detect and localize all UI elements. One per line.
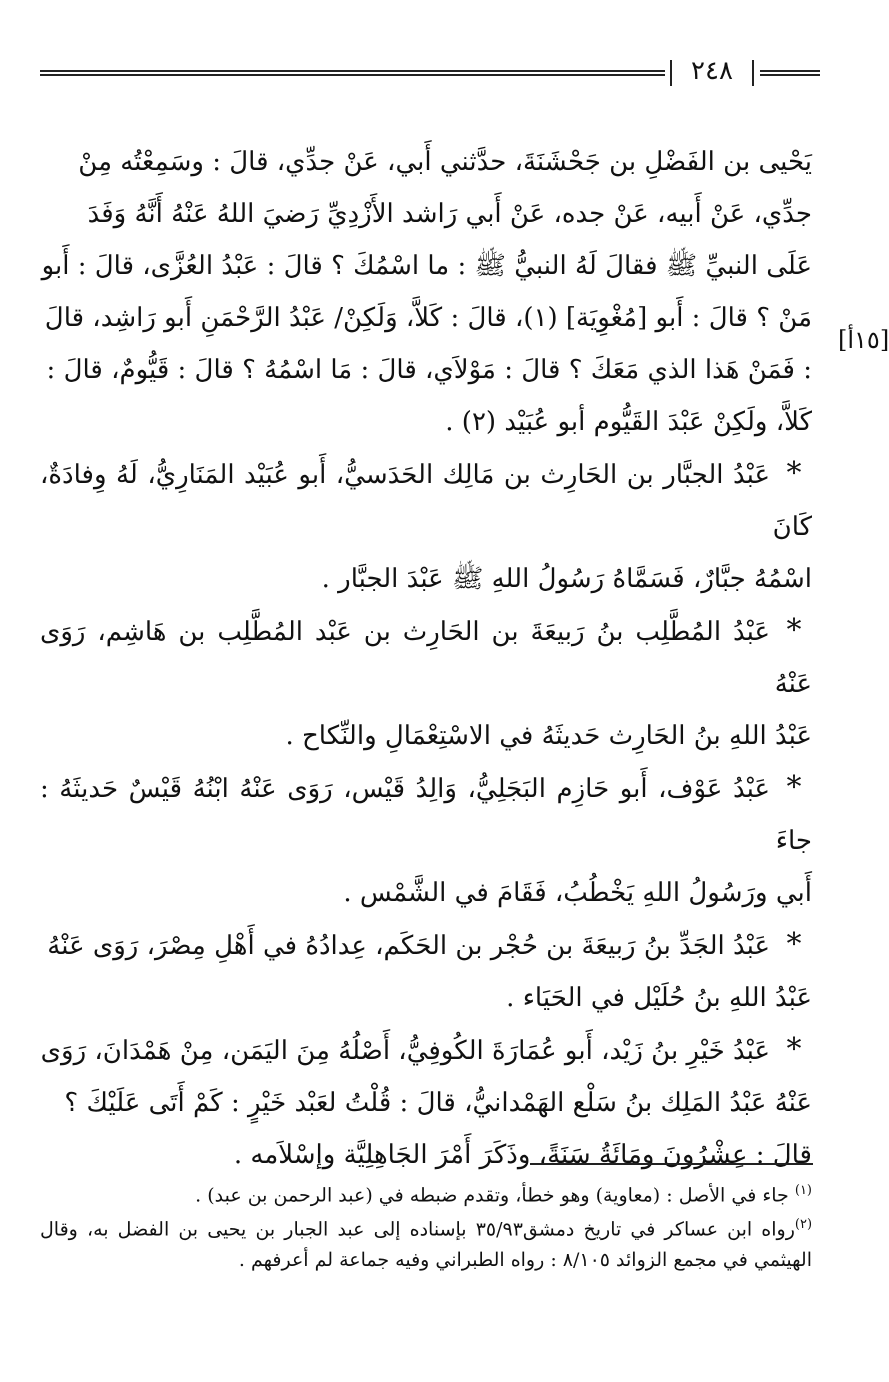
text-line: عَبْدُ اللهِ بنُ حُلَيْل في الحَيَاء . (506, 983, 812, 1013)
header-divider-right (752, 60, 754, 86)
text-line: عَبْدُ اللهِ بنُ الحَارِث حَديثَهُ في الاسْتِعْمَالِ والنِّكاح . (285, 721, 812, 751)
header-rule-right (760, 70, 820, 76)
text-line (40, 448, 812, 553)
text-line: : فَمَنْ هَذا الذي مَعَكَ ؟ قالَ : مَوْلاَي، قالَ : مَا اسْمُهُ ؟ قالَ : قَيُّومٌ، قالَ : (46, 355, 812, 385)
opening-paragraph (40, 136, 812, 448)
text-line: قالَ : عِشْرُونَ ومَائَةُ سَنَةً، وذَكَرَ أَمْرَ الجَاهِلِيَّة وإسْلاَمه . (233, 1140, 812, 1170)
text-line: عَلَى النبيِّ ﷺ فقالَ لَهُ النبيُّ ﷺ : ما اسْمُكَ ؟ قالَ : عَبْدُ العُزَّى، قالَ : أَبو (41, 251, 812, 281)
entry-star-marker: * (786, 1032, 802, 1067)
entry-text: عَبْدُ المُطَّلِب بنُ رَبيعَةَ بن الحَارِث بن عَبْد المُطَّلِب بن هَاشِم، رَوَى عَنْهُ (40, 617, 812, 699)
entry-text: عَبْدُ خَيْرِ بنُ زَيْد، أَبو عُمَارَةَ الكُوفِيُّ، أَصْلُهُ مِنَ اليَمَن، مِنْ هَمْدَانَ، رَوَى (40, 1036, 770, 1066)
entry-star-marker: * (786, 613, 802, 648)
footnote-2 (40, 1210, 812, 1274)
text-line: كَلاَّ، ولَكِنْ عَبْدَ القَيُّوم أبو عُبَيْد (٢) . (445, 407, 812, 437)
footnote-text: رواه ابن عساكر في تاريخ دمشق٣٥/٩٣ بإسناده إلى عبد الجبار بن يحيى بن الفضل به، وقال الهيثمي في مجمع الزوائد ٨/١٠٥ : رواه الطبراني وفيه جماعة لم أعرفهم . (40, 1218, 812, 1271)
text-line: عَنْهُ عَبْدُ المَلِك بنُ سَلْع الهَمْدانيُّ، قالَ : قُلْتُ لعَبْد خَيْرٍ : كَمْ أَتَى عَلَيْكَ ؟ (64, 1088, 812, 1118)
manuscript-folio-note: [١٥أ] (838, 326, 889, 354)
entry-abd-khayr (40, 1024, 812, 1181)
entry-text: عَبْدُ عَوْف، أَبو حَازِم البَجَلِيُّ، وَالِدُ قَيْس، رَوَى عَنْهُ ابْنُهُ قَيْسٌ حَديثَهُ : جاءَ (40, 774, 812, 856)
text-line (40, 919, 812, 972)
entry-abd-al-jabbar (40, 448, 812, 605)
footnote-separator (530, 1163, 813, 1165)
text-line (40, 762, 812, 867)
text-line: مَنْ ؟ قالَ : أَبو [مُغْوِيَة] (١)، قالَ : كَلاَّ، وَلَكِنْ/ عَبْدُ الرَّحْمَنِ أَبو رَاشِد، قالَ (44, 303, 812, 333)
main-text (40, 136, 812, 1181)
entry-star-marker: * (786, 456, 802, 491)
entry-abd-al-muttalib (40, 605, 812, 762)
entry-abd-awf (40, 762, 812, 919)
entry-text: عَبْدُ الجَدِّ بنُ رَبيعَةَ بن حُجْر بن الحَكَم، عِدادُهُ في أَهْلِ مِصْرَ، رَوَى عَنْهُ (47, 931, 770, 961)
footnote-mark: (٢) (794, 1217, 813, 1233)
page-number: ٢٤٨ (691, 56, 733, 86)
entry-star-marker: * (786, 770, 802, 805)
text-line: اسْمُهُ جبَّارٌ، فَسَمَّاهُ رَسُولُ اللهِ ﷺ عَبْدَ الجبَّار . (321, 564, 812, 594)
header-rule-left (40, 70, 665, 76)
text-line (40, 605, 812, 710)
entry-star-marker: * (786, 927, 802, 962)
footnote-mark: (١) (794, 1183, 812, 1198)
footnote-1 (40, 1176, 812, 1210)
entry-abd-al-jadd (40, 919, 812, 1024)
text-line (40, 1024, 812, 1077)
entry-text: عَبْدُ الجبَّار بن الحَارِث بن مَالِك الحَدَسيُّ، أَبو عُبَيْد المَنَارِيُّ، لَهُ وِفادَةٌ، كَانَ (40, 460, 812, 542)
footnotes (40, 1176, 812, 1275)
footnote-text: جاء في الأصل : (معاوية) وهو خطأ، وتقدم ضبطه في (عبد الرحمن بن عبد) . (195, 1184, 789, 1207)
text-line: يَحْيى بن الفَضْلِ بن جَحْشَنَةَ، حدَّثني أَبي، عَنْ جدِّي، قالَ : وسَمِعْتُه مِنْ (78, 147, 812, 177)
text-line: أَبي ورَسُولُ اللهِ يَخْطُبُ، فَقَامَ في الشَّمْس . (343, 878, 812, 908)
text-line: جدِّي، عَنْ أَبيه، عَنْ جده، عَنْ أَبي رَاشد الأَزْدِيِّ رَضيَ اللهُ عَنْهُ أَنَّهُ وَفَدَ (87, 199, 812, 229)
